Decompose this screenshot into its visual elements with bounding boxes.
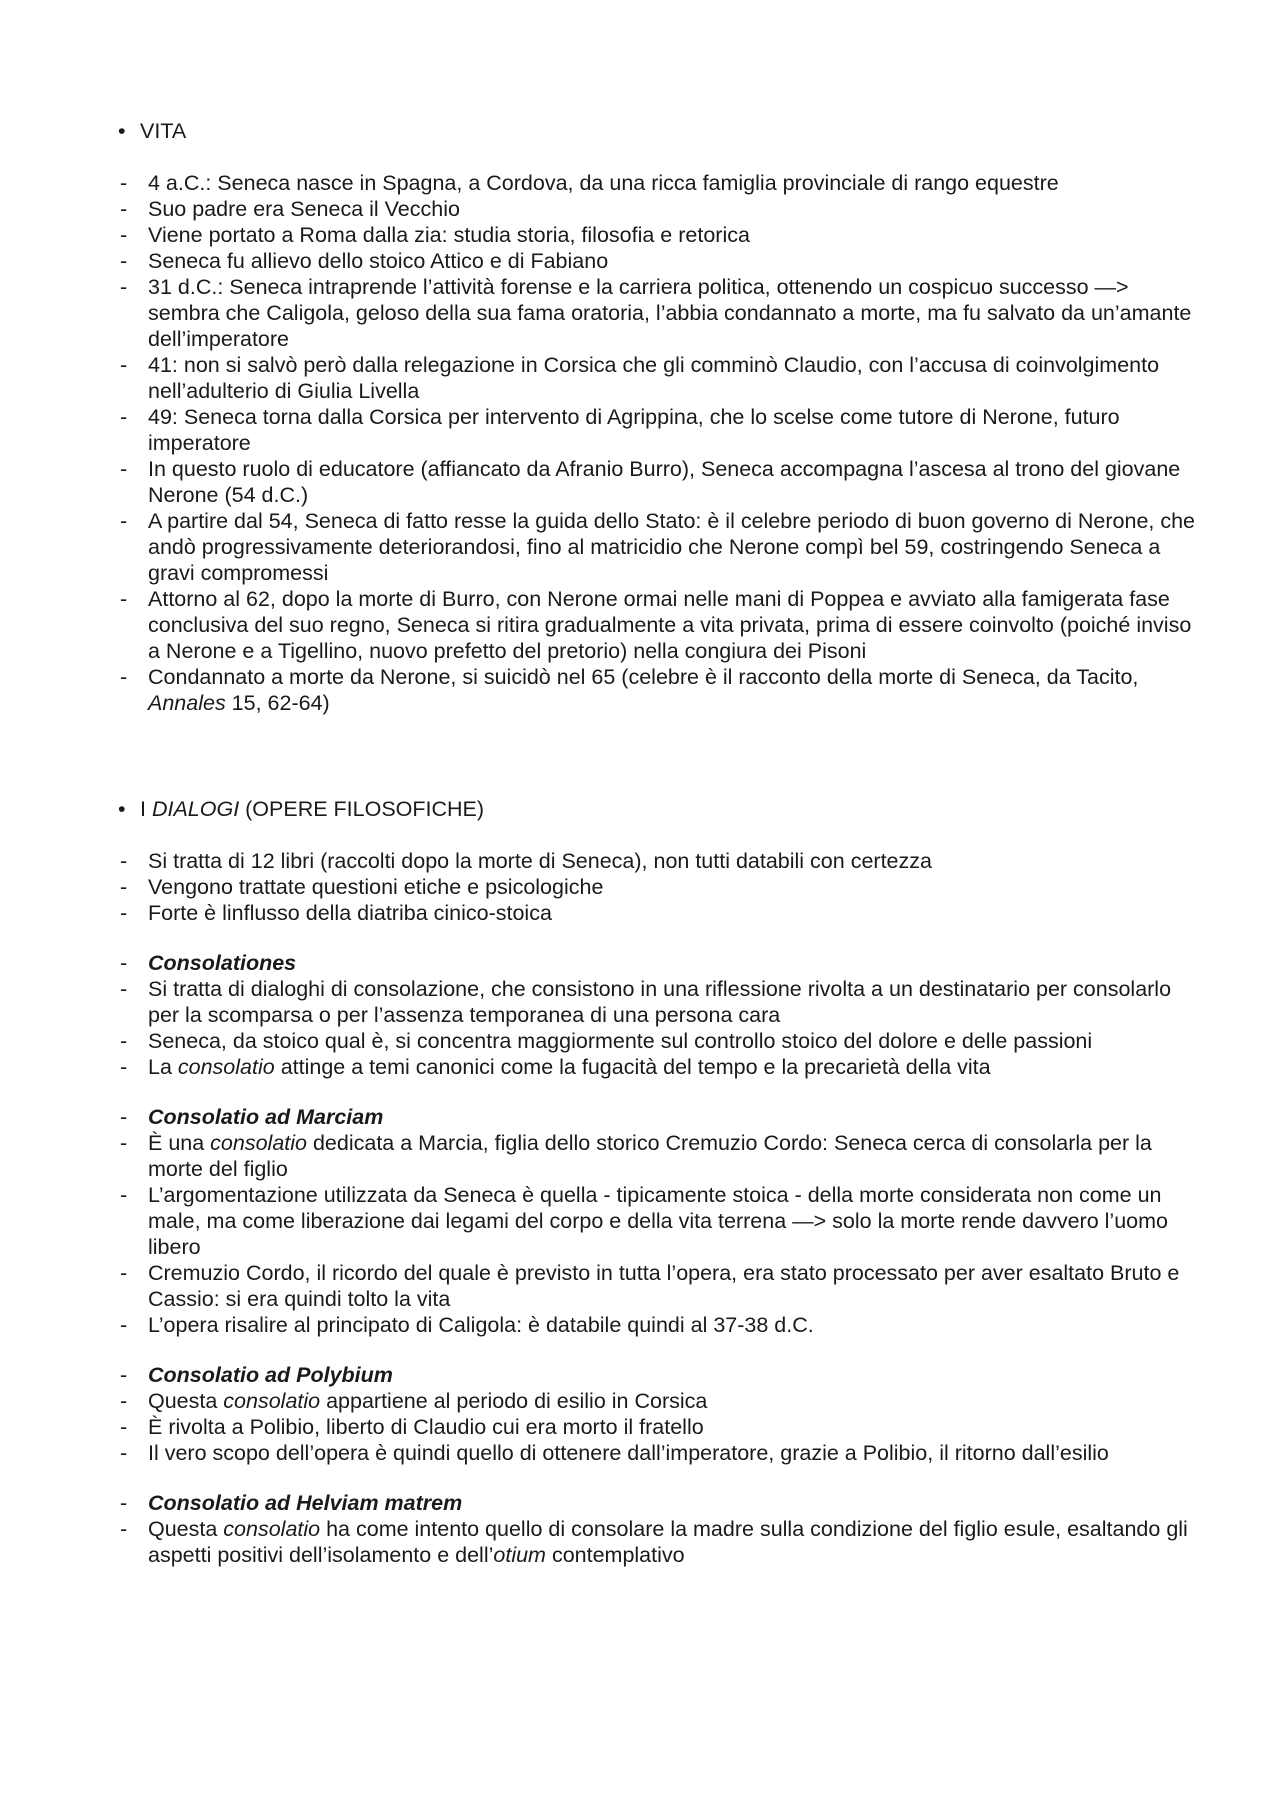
list-item: - Forte è linflusso della diatriba cinico-stoica: [120, 901, 552, 925]
list-item: - Condannato a morte da Nerone, si suicidò nel 65 (celebre è il racconto della morte di Seneca, da Tacito, Annales 15, 62-64): [120, 665, 1139, 715]
list-item: - 41: non si salvò però dalla relegazione in Corsica che gli comminò Claudio, con l’accusa di coinvolgimento nell’adulterio di Giulia Livella: [120, 353, 1160, 403]
dash-icon: -: [120, 1029, 128, 1053]
dialogi-list: [114, 848, 1200, 926]
dash-icon: -: [120, 977, 128, 1001]
list-item: - Il vero scopo dell’opera è quindi quello di ottenere dall’imperatore, grazie a Polibio, il ritorno dall’esilio: [120, 1441, 1109, 1465]
list-item: - L’argomentazione utilizzata da Seneca è quella - tipicamente stoica - della morte considerata non come un male, ma come liberazione dai legami del corpo e della vita terrena —> solo la morte rende davvero l’uomo libero: [120, 1183, 1168, 1259]
list-item: - Seneca, da stoico qual è, si concentra maggiormente sul controllo stoico del dolore e delle passioni: [120, 1029, 1093, 1053]
dash-icon: -: [120, 875, 128, 899]
dash-icon: -: [120, 901, 128, 925]
section-title-italic: DIALOGI: [151, 797, 240, 821]
dash-icon: -: [120, 353, 128, 377]
dash-icon: -: [120, 1313, 128, 1337]
section-heading-vita: [114, 118, 1200, 144]
section-heading-dialogi: • I DIALOGI (OPERE FILOSOFICHE): [118, 797, 485, 821]
spacer: [114, 1338, 1200, 1362]
list-item: - 4 a.C.: Seneca nasce in Spagna, a Cordova, da una ricca famiglia provinciale di rango equestre: [120, 171, 1059, 195]
list-item: - Cremuzio Cordo, il ricordo del quale è previsto in tutta l’opera, era stato processato per aver esaltato Bruto e Cassio: si era quindi tolto la vita: [120, 1261, 1180, 1311]
dash-icon: -: [120, 1363, 128, 1387]
dash-icon: -: [120, 275, 128, 299]
subheading: - Consolatio ad Marciam: [120, 1105, 384, 1129]
marciam-list: [114, 1104, 1200, 1338]
list-item: - L’opera risalire al principato di Caligola: è databile quindi al 37-38 d.C.: [120, 1313, 814, 1337]
subheading: - Consolationes: [120, 951, 297, 975]
dash-icon: -: [120, 1183, 128, 1207]
list-item: - La consolatio attinge a temi canonici come la fugacità del tempo e la precarietà della vita: [120, 1055, 991, 1079]
list-item: - 49: Seneca torna dalla Corsica per intervento di Agrippina, che lo scelse come tutore di Nerone, futuro imperatore: [120, 405, 1120, 455]
list-item: - Suo padre era Seneca il Vecchio: [120, 197, 460, 221]
dash-icon: -: [120, 171, 128, 195]
list-item: - Viene portato a Roma dalla zia: studia storia, filosofia e retorica: [120, 223, 750, 247]
dash-icon: -: [120, 1131, 128, 1155]
spacer: [114, 1466, 1200, 1490]
dash-icon: -: [120, 405, 128, 429]
section-title: VITA: [140, 119, 187, 143]
dash-icon: -: [120, 223, 128, 247]
list-item: - Attorno al 62, dopo la morte di Burro, con Nerone ormai nelle mani di Poppea e avviato alla famigerata fase conclusiva del suo regno, Seneca si ritira gradualmente a vita privata, prima di essere coinvolto (poiché inviso a Nerone e a Tigellino, nuovo prefetto del pretorio) nella congiura dei Pisoni: [120, 587, 1192, 663]
dash-icon: -: [120, 665, 128, 689]
helviam-list: [114, 1490, 1200, 1568]
dash-icon: -: [120, 509, 128, 533]
vita-list: [114, 170, 1200, 716]
spacer: [114, 926, 1200, 950]
dash-icon: -: [120, 1491, 128, 1515]
list-item: - Questa consolatio ha come intento quello di consolare la madre sulla condizione del figlio esule, esaltando gli aspetti positivi dell’isolamento e dell’otium contemplativo: [120, 1517, 1188, 1567]
spacer: [114, 144, 1200, 170]
dash-icon: -: [120, 1261, 128, 1285]
dash-icon: -: [120, 457, 128, 481]
subheading: - Consolatio ad Polybium: [120, 1363, 393, 1387]
bullet-icon: •: [118, 797, 126, 821]
list-item: - È una consolatio dedicata a Marcia, figlia dello storico Cremuzio Cordo: Seneca cerca di consolarla per la morte del figlio: [120, 1131, 1152, 1181]
bullet-icon: •: [118, 119, 126, 143]
list-item: - A partire dal 54, Seneca di fatto resse la guida dello Stato: è il celebre periodo di buon governo di Nerone, che andò progressivamente deteriorandosi, fino al matricidio che Nerone compì bel 59, costringendo Seneca a gravi compromessi: [120, 509, 1196, 585]
dash-icon: -: [120, 1105, 128, 1129]
dash-icon: -: [120, 1517, 128, 1541]
dash-icon: -: [120, 1441, 128, 1465]
dash-icon: -: [120, 587, 128, 611]
dash-icon: -: [120, 197, 128, 221]
list-item: - Si tratta di dialoghi di consolazione, che consistono in una riflessione rivolta a un destinatario per consolarlo per la scomparsa o per l’assenza temporanea di una persona cara: [120, 977, 1172, 1027]
list-item: - Si tratta di 12 libri (raccolti dopo la morte di Seneca), non tutti databili con certezza: [120, 849, 932, 873]
dash-icon: -: [120, 951, 128, 975]
spacer: [114, 1080, 1200, 1104]
italic-title: Annales: [148, 691, 226, 715]
list-item: - È rivolta a Polibio, liberto di Claudio cui era morto il fratello: [120, 1415, 704, 1439]
subheading: - Consolatio ad Helviam matrem: [120, 1491, 463, 1515]
list-item: - Seneca fu allievo dello stoico Attico e di Fabiano: [120, 249, 609, 273]
polybium-list: [114, 1362, 1200, 1466]
list-item: - In questo ruolo di educatore (affiancato da Afranio Burro), Seneca accompagna l’ascesa al trono del giovane Nerone (54 d.C.): [120, 457, 1181, 507]
dash-icon: -: [120, 249, 128, 273]
dash-icon: -: [120, 1389, 128, 1413]
dash-icon: -: [120, 849, 128, 873]
list-item: - 31 d.C.: Seneca intraprende l’attività forense e la carriera politica, ottenendo un cospicuo successo —> sembra che Caligola, geloso della sua fama oratoria, l’abbia condannato a morte, ma fu salvato da un’amante dell’imperatore: [120, 275, 1192, 351]
dash-icon: -: [120, 1055, 128, 1079]
spacer: [114, 716, 1200, 796]
list-item: - Vengono trattate questioni etiche e psicologiche: [120, 875, 604, 899]
consolationes-list: [114, 950, 1200, 1080]
spacer: [114, 822, 1200, 848]
list-item: - Questa consolatio appartiene al periodo di esilio in Corsica: [120, 1389, 708, 1413]
dash-icon: -: [120, 1415, 128, 1439]
